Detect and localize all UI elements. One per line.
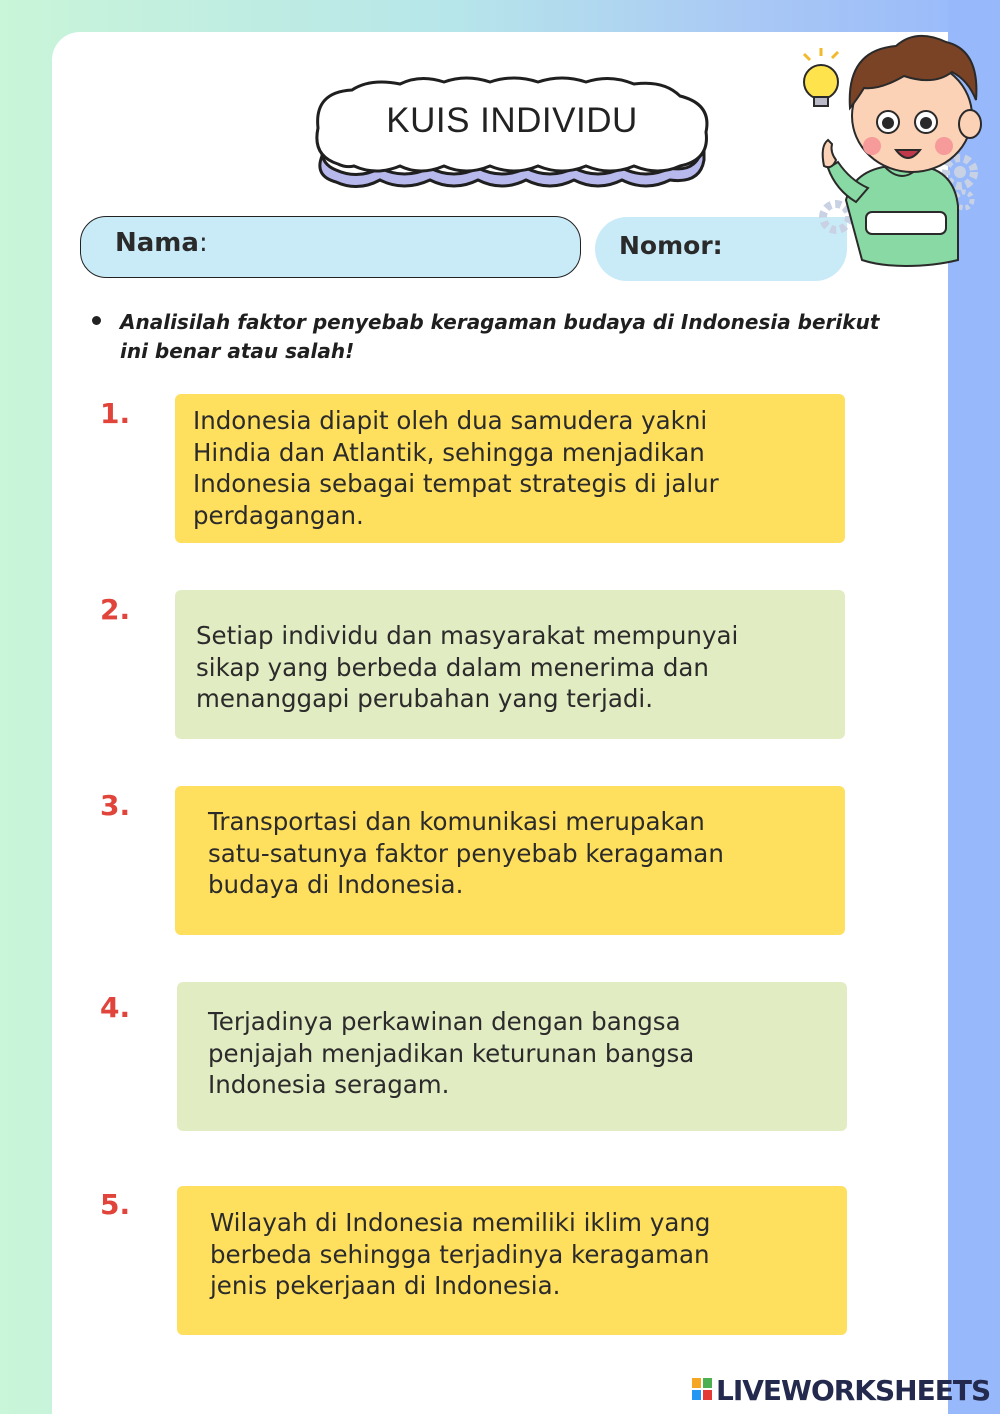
- name-label-text: Nama: [115, 228, 199, 258]
- name-field[interactable]: [80, 216, 581, 278]
- question-line: penjajah menjadikan keturunan bangsa: [208, 1038, 695, 1068]
- question-line: satu-satunya faktor penyebab keragaman: [208, 838, 724, 868]
- question-line: perdagangan.: [193, 500, 364, 530]
- brand-text: LIVEWORKSHEETS: [716, 1374, 991, 1407]
- name-label-colon: :: [198, 228, 208, 258]
- question-number: 2.: [100, 593, 131, 626]
- question-line: menanggapi perubahan yang terjadi.: [196, 684, 654, 713]
- question-line: Indonesia seragam.: [208, 1070, 450, 1099]
- question-card[interactable]: [175, 590, 845, 739]
- question-line: Transportasi dan komunikasi merupakan: [208, 807, 705, 836]
- instruction-text: Analisilah faktor penyebab keragaman budaya di Indonesia berikut ini benar atau salah!: [120, 310, 880, 363]
- number-label: Nomor:: [619, 231, 723, 260]
- question-line: Terjadinya perkawinan dengan bangsa: [208, 1007, 681, 1036]
- question-line: Indonesia sebagai tempat strategis di jalur: [193, 469, 719, 498]
- name-label: [115, 228, 208, 258]
- question-text: [208, 1006, 694, 1101]
- question-card[interactable]: [177, 982, 847, 1131]
- question-line: berbeda sehingga terjadinya keragaman: [210, 1239, 710, 1269]
- question-line: Setiap individu dan masyarakat mempunyai: [196, 621, 739, 650]
- question-text: [210, 1207, 710, 1302]
- title-cloud: [308, 76, 716, 192]
- question-line: Hindia dan Atlantik, sehingga menjadikan: [193, 437, 705, 467]
- question-card[interactable]: [175, 786, 845, 935]
- bullet-icon: [92, 316, 101, 325]
- question-line: sikap yang berbeda dalam menerima dan: [196, 652, 709, 682]
- lightbulb-icon: [804, 48, 838, 106]
- question-line: Indonesia diapit oleh dua samudera yakni: [193, 406, 708, 435]
- question-line: Wilayah di Indonesia memiliki iklim yang: [210, 1208, 711, 1237]
- liveworksheets-logo-icon: [692, 1378, 712, 1400]
- question-line: budaya di Indonesia.: [208, 870, 464, 899]
- page-title: KUIS INDIVIDU: [386, 101, 638, 140]
- question-text: [208, 806, 724, 901]
- question-card[interactable]: [177, 1186, 847, 1335]
- question-number: 1.: [100, 397, 131, 430]
- question-number: 4.: [100, 991, 131, 1024]
- question-card[interactable]: [175, 394, 845, 543]
- boy-illustration: [784, 20, 1000, 270]
- question-line: jenis pekerjaan di Indonesia.: [210, 1271, 561, 1300]
- question-number: 3.: [100, 789, 131, 822]
- question-number: 5.: [100, 1188, 131, 1221]
- question-text: [196, 620, 738, 715]
- question-text: [193, 405, 719, 531]
